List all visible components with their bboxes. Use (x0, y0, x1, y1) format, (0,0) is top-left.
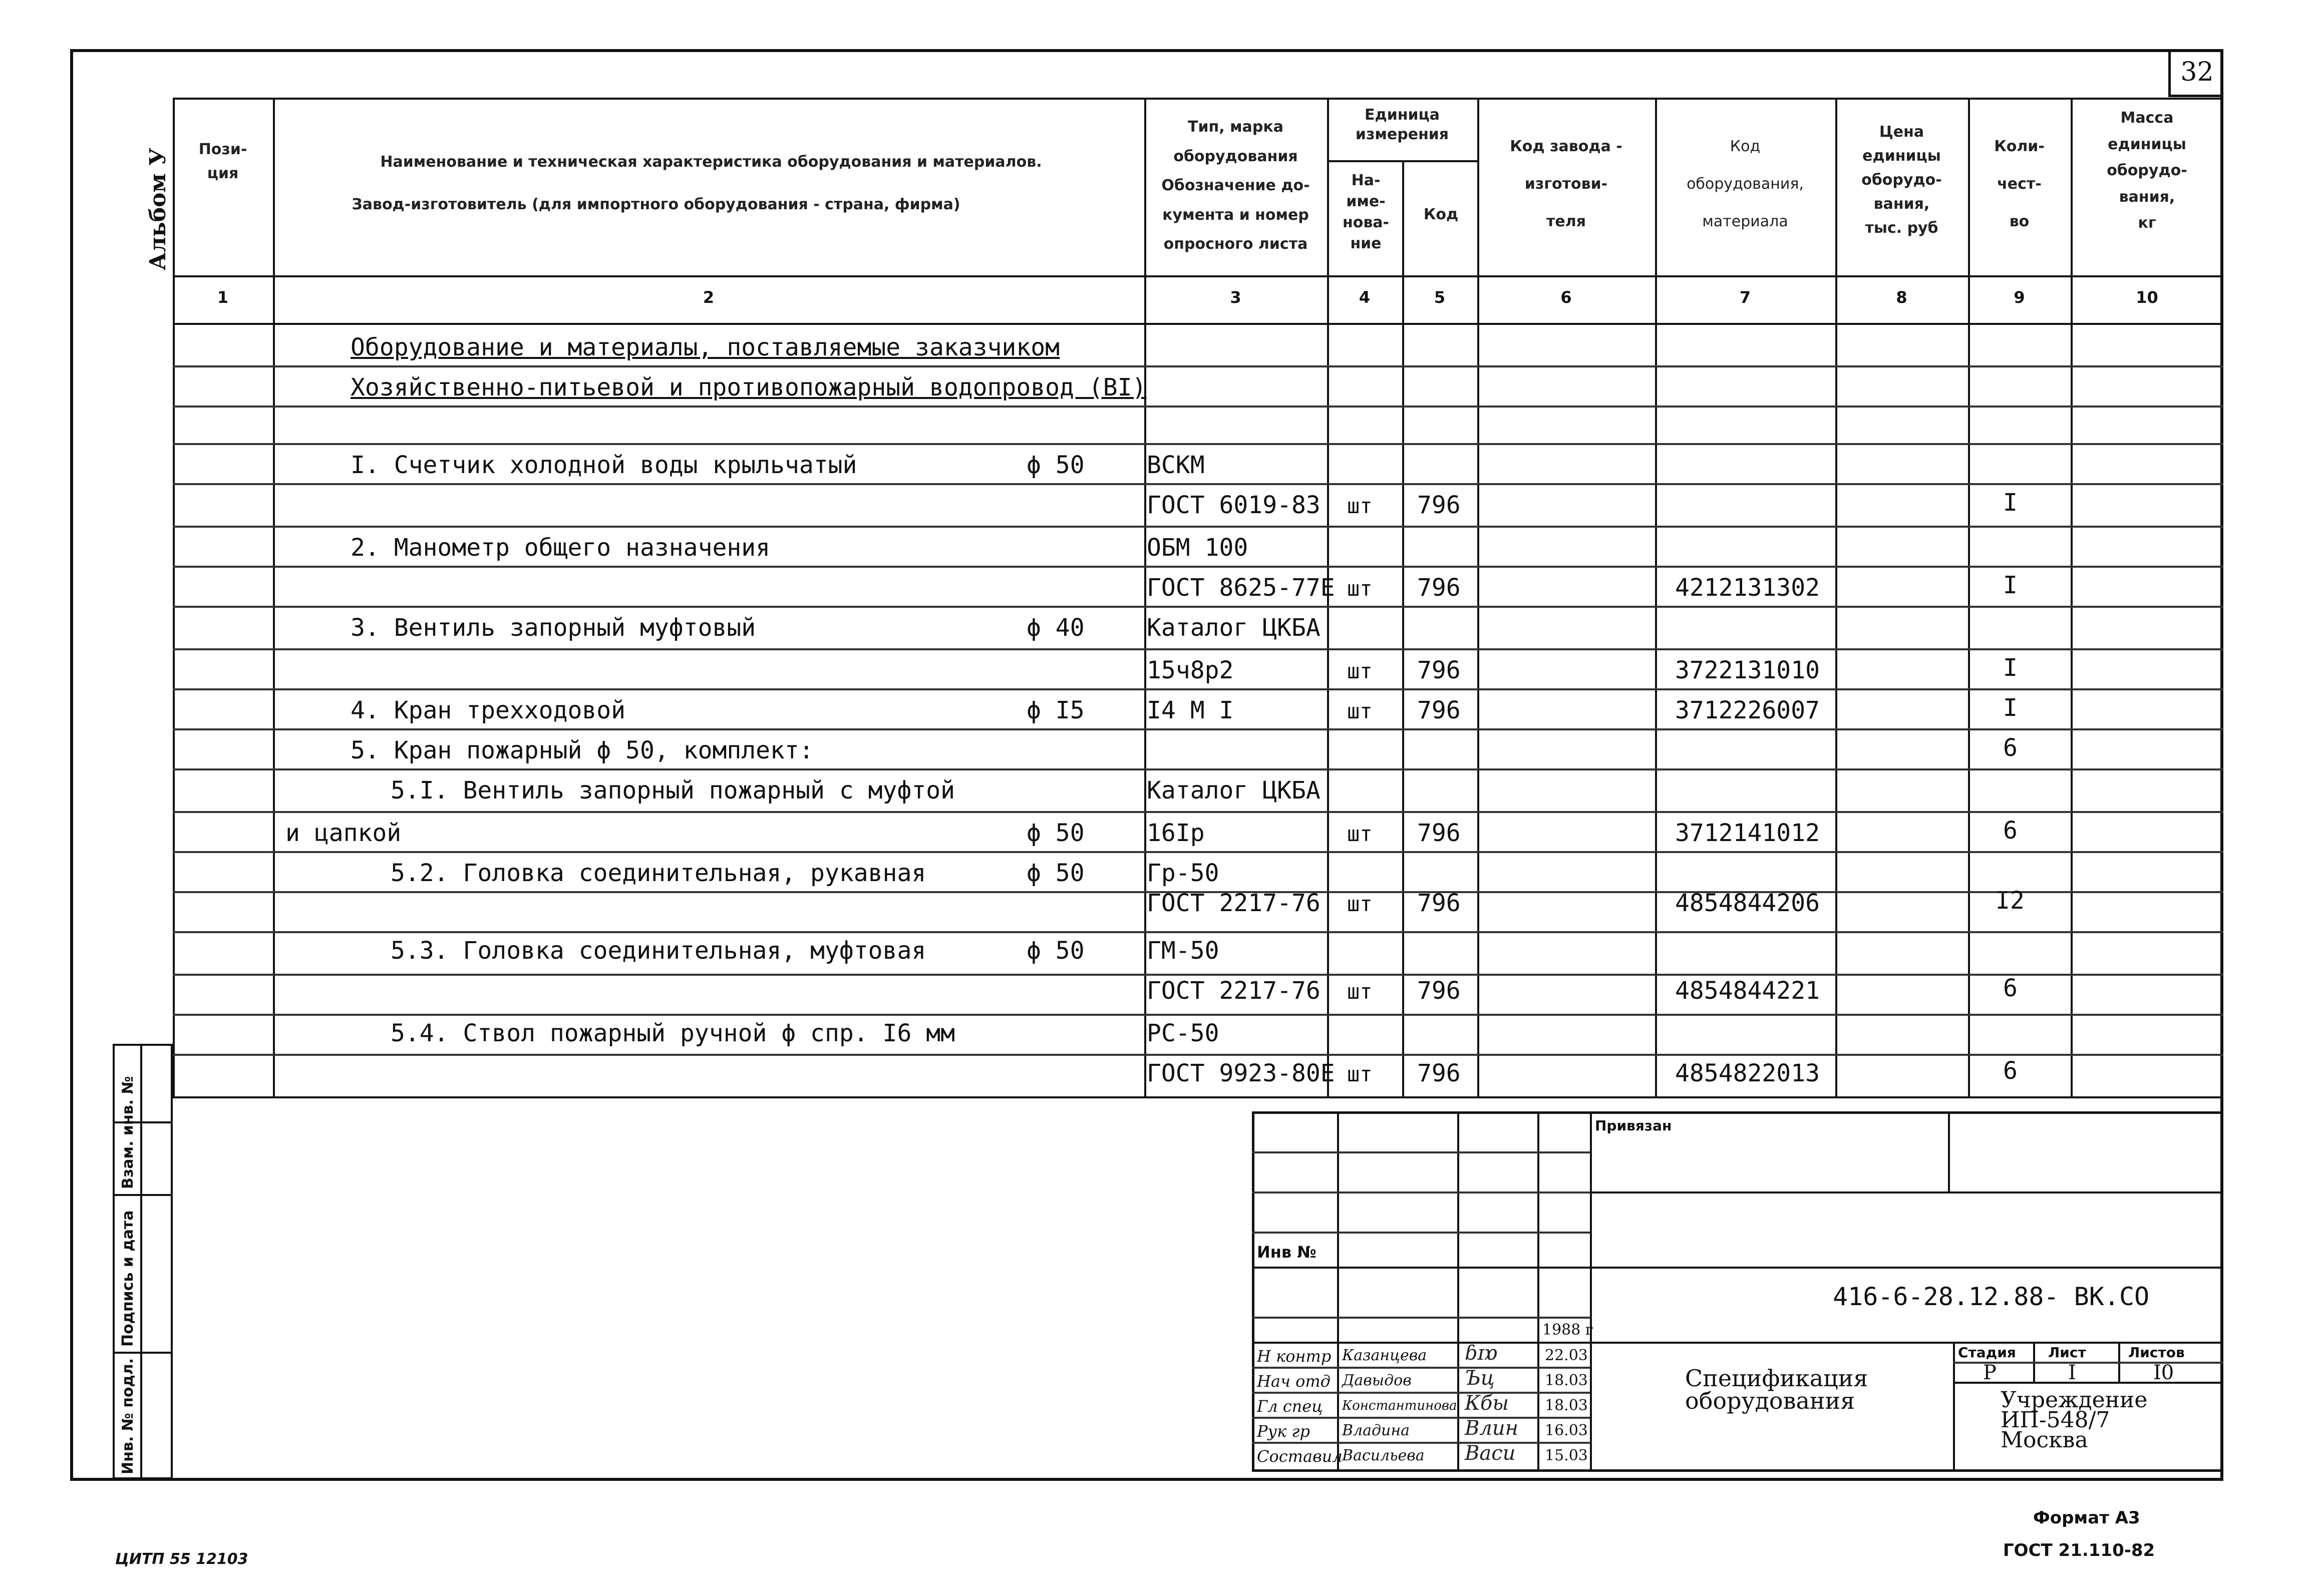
header-mass: Масса единицы оборудо- вания, кг (2107, 109, 2187, 232)
document-code: 416-6-28.12.88- ВК.СО (1833, 1282, 2150, 1311)
org-line1: Учреждение (2001, 1387, 2148, 1413)
sheet-label: Лист (2048, 1344, 2086, 1361)
colnum-4: 4 (1359, 288, 1371, 307)
album-label: Альбом У (145, 148, 171, 270)
colnum-8: 8 (1896, 288, 1907, 307)
footer-stamp: ЦИТП 55 12103 (115, 1550, 248, 1568)
header-type: Тип, марка оборудования Обозначение до- кумента и номер опросного листа (1161, 118, 1310, 253)
margin-label-sign-date: Подпись и дата (119, 1210, 137, 1347)
bound-label: Привязан (1595, 1117, 1672, 1134)
colnum-6: 6 (1560, 288, 1572, 307)
inv-label: Инв № (1257, 1243, 1316, 1262)
sheet-number: 32 (2168, 49, 2223, 97)
signature-image: Влин (1465, 1417, 1518, 1440)
format-label: Формат А3 (2033, 1508, 2140, 1528)
signature-image: Ъц (1465, 1367, 1495, 1390)
header-unit-code: Код (1423, 206, 1459, 223)
header-price: Цена единицы оборудо- вания, тыс. руб (1861, 123, 1942, 237)
doc-title-line1: Спецификация (1685, 1365, 1868, 1392)
header-material-code: Код оборудования, материала (1687, 138, 1804, 230)
doc-title-line2: оборудования (1685, 1387, 1855, 1414)
header-unit-name: На- име- нова- ние (1342, 172, 1390, 252)
margin-label-inv-orig: Инв. № подл. (119, 1358, 137, 1474)
signature-image: ɓɪɒ (1465, 1342, 1498, 1365)
colnum-3: 3 (1230, 288, 1241, 307)
stage-label: Стадия (1958, 1344, 2016, 1361)
standard-label: ГОСТ 21.110-82 (2003, 1540, 2155, 1560)
header-factory-code: Код завода - изготови- теля (1510, 138, 1622, 230)
colnum-10: 10 (2136, 288, 2158, 307)
signature-image: Васи (1465, 1442, 1516, 1465)
colnum-7: 7 (1739, 288, 1751, 307)
header-position: Пози- ция (198, 141, 247, 182)
header-unit-group: Единица измерения (1355, 106, 1449, 143)
header-quantity: Коли- чест- во (1994, 138, 2045, 230)
org-line3: Москва (2001, 1427, 2088, 1453)
colnum-1: 1 (217, 288, 229, 307)
colnum-5: 5 (1434, 288, 1446, 307)
margin-label-inv-repl: Взам. инв. № (119, 1076, 137, 1189)
section-title-supplied: Оборудование и материалы, поставляемые заказчиком (351, 333, 1060, 361)
section-title-water: Хозяйственно-питьевой и противопожарный водопровод (BI) (351, 373, 1147, 402)
colnum-2: 2 (703, 288, 715, 307)
colnum-9: 9 (2014, 288, 2025, 307)
header-name-line1: Наименование и техническая характеристика оборудования и материалов. (380, 153, 1042, 171)
year-label: 1988 г (1542, 1321, 1593, 1339)
stage-value: Р (1983, 1361, 1997, 1384)
sheet-value: I (2068, 1361, 2076, 1384)
header-name-line2: Завод-изготовитель (для импортного оборудования - страна, фирма) (352, 196, 960, 213)
sheets-label: Листов (2128, 1344, 2185, 1361)
signature-image: Кбы (1465, 1392, 1509, 1415)
org-line2: ИП-548/7 (2001, 1407, 2110, 1433)
sheets-value: I0 (2153, 1361, 2174, 1384)
